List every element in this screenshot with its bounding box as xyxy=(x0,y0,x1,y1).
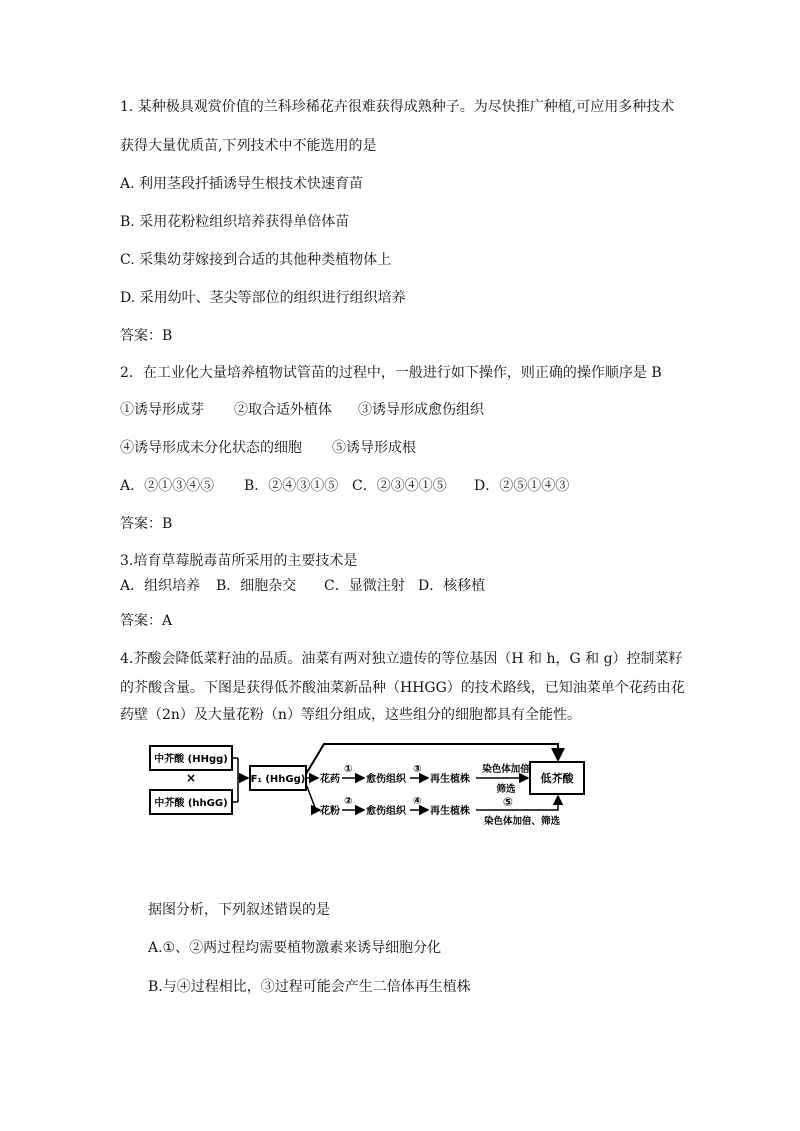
f1-label: F₁ (HhGg) xyxy=(250,774,306,785)
double-bottom-label: 染色体加倍、筛选 xyxy=(483,816,561,827)
step-4-label: ④ xyxy=(413,796,422,807)
step-1-label: ① xyxy=(344,764,353,775)
pollen-label: 花粉 xyxy=(320,806,340,817)
q3-option-a: A．组织培养 xyxy=(120,578,201,594)
q1-answer: 答案：B xyxy=(120,328,173,344)
q2-step-5: ⑤诱导形成根 xyxy=(332,440,416,456)
q3-option-c: C．显微注射 xyxy=(324,578,405,594)
q1-option-c: C. 采集幼芽嫁接到合适的其他种类植物体上 xyxy=(120,252,392,268)
parent2-label: 中芥酸 (hhGG) xyxy=(154,798,228,809)
callus-bottom-label: 愈伤组织 xyxy=(366,806,406,817)
q2-option-d: D．②⑤①④③ xyxy=(474,478,570,494)
q2-step-1: ①诱导形成芽 xyxy=(120,402,204,418)
q2-options xyxy=(120,477,569,495)
q2-steps-line-2 xyxy=(120,439,416,457)
callus-top-label: 愈伤组织 xyxy=(366,774,406,785)
cross-symbol: × xyxy=(185,771,197,785)
q2-option-a: A．②①③④⑤ xyxy=(120,478,215,494)
q1-stem-line-2: 获得大量优质苗,下列技术中不能选用的是 xyxy=(120,138,377,154)
q2-answer: 答案：B xyxy=(120,516,173,532)
q1-stem-line-1: 1. 某种极具观赏价值的兰科珍稀花卉很难获得成熟种子。为尽快推广种植,可应用多种技术 xyxy=(120,99,675,115)
plant-bottom-label: 再生植株 xyxy=(430,806,470,817)
q3-option-d: D．核移植 xyxy=(418,578,486,594)
q4-option-b: B.与④过程相比，③过程可能会产生二倍体再生植株 xyxy=(148,979,471,995)
q1-option-b: B. 采用花粉粒组织培养获得单倍体苗 xyxy=(120,214,350,230)
q4-prompt: 据图分析，下列叙述错误的是 xyxy=(148,902,330,918)
q4-stem-line-2: 的芥酸含量。下图是获得低芥酸油菜新品种（HHGG）的技术路线，已知油菜单个花药由花 xyxy=(120,680,685,696)
result-label: 低芥酸 xyxy=(540,772,574,785)
double-top-label-2: 筛选 xyxy=(496,784,516,795)
q3-option-b: B．细胞杂交 xyxy=(216,578,297,594)
q1-option-a: A. 利用茎段扦插诱导生根技术快速育苗 xyxy=(120,176,364,192)
q2-stem: 2．在工业化大量培养植物试管苗的过程中，一般进行如下操作，则正确的操作顺序是 B xyxy=(120,365,662,381)
q2-step-2: ②取合适外植体 xyxy=(234,402,332,418)
step-2-label: ② xyxy=(344,796,353,807)
q4-stem-line-3: 药壁（2n）及大量花粉（n）等组分组成，这些组分的细胞都具有全能性。 xyxy=(120,707,581,723)
q3-stem: 3.培育草莓脱毒苗所采用的主要技术是 xyxy=(120,553,358,569)
anther-label: 花药 xyxy=(320,774,340,785)
step-3-label: ③ xyxy=(413,764,422,775)
breeding-flow-diagram xyxy=(148,738,586,828)
plant-top-label: 再生植株 xyxy=(430,774,470,785)
q4-option-a: A.①、②两过程均需要植物激素来诱导细胞分化 xyxy=(148,940,442,956)
q2-steps-line-1 xyxy=(120,401,484,419)
q2-step-3: ③诱导形成愈伤组织 xyxy=(358,402,484,418)
q1-option-d: D. 采用幼叶、茎尖等部位的组织进行组织培养 xyxy=(120,290,406,306)
q4-stem-line-1: 4.芥酸会降低菜籽油的品质。油菜有两对独立遗传的等位基因（H 和 h，G 和 g）控制菜籽 xyxy=(120,651,683,667)
q2-step-4: ④诱导形成未分化状态的细胞 xyxy=(120,440,302,456)
step-5-label: ⑤ xyxy=(502,795,514,809)
double-top-label-1: 染色体加倍 xyxy=(482,764,530,775)
q3-answer: 答案：A xyxy=(120,613,173,629)
q2-option-c: C．②③④①⑤ xyxy=(352,478,447,494)
q2-option-b: B．②④③①⑤ xyxy=(244,478,339,494)
q3-options xyxy=(120,577,485,595)
parent1-label: 中芥酸 (HHgg) xyxy=(154,754,228,765)
